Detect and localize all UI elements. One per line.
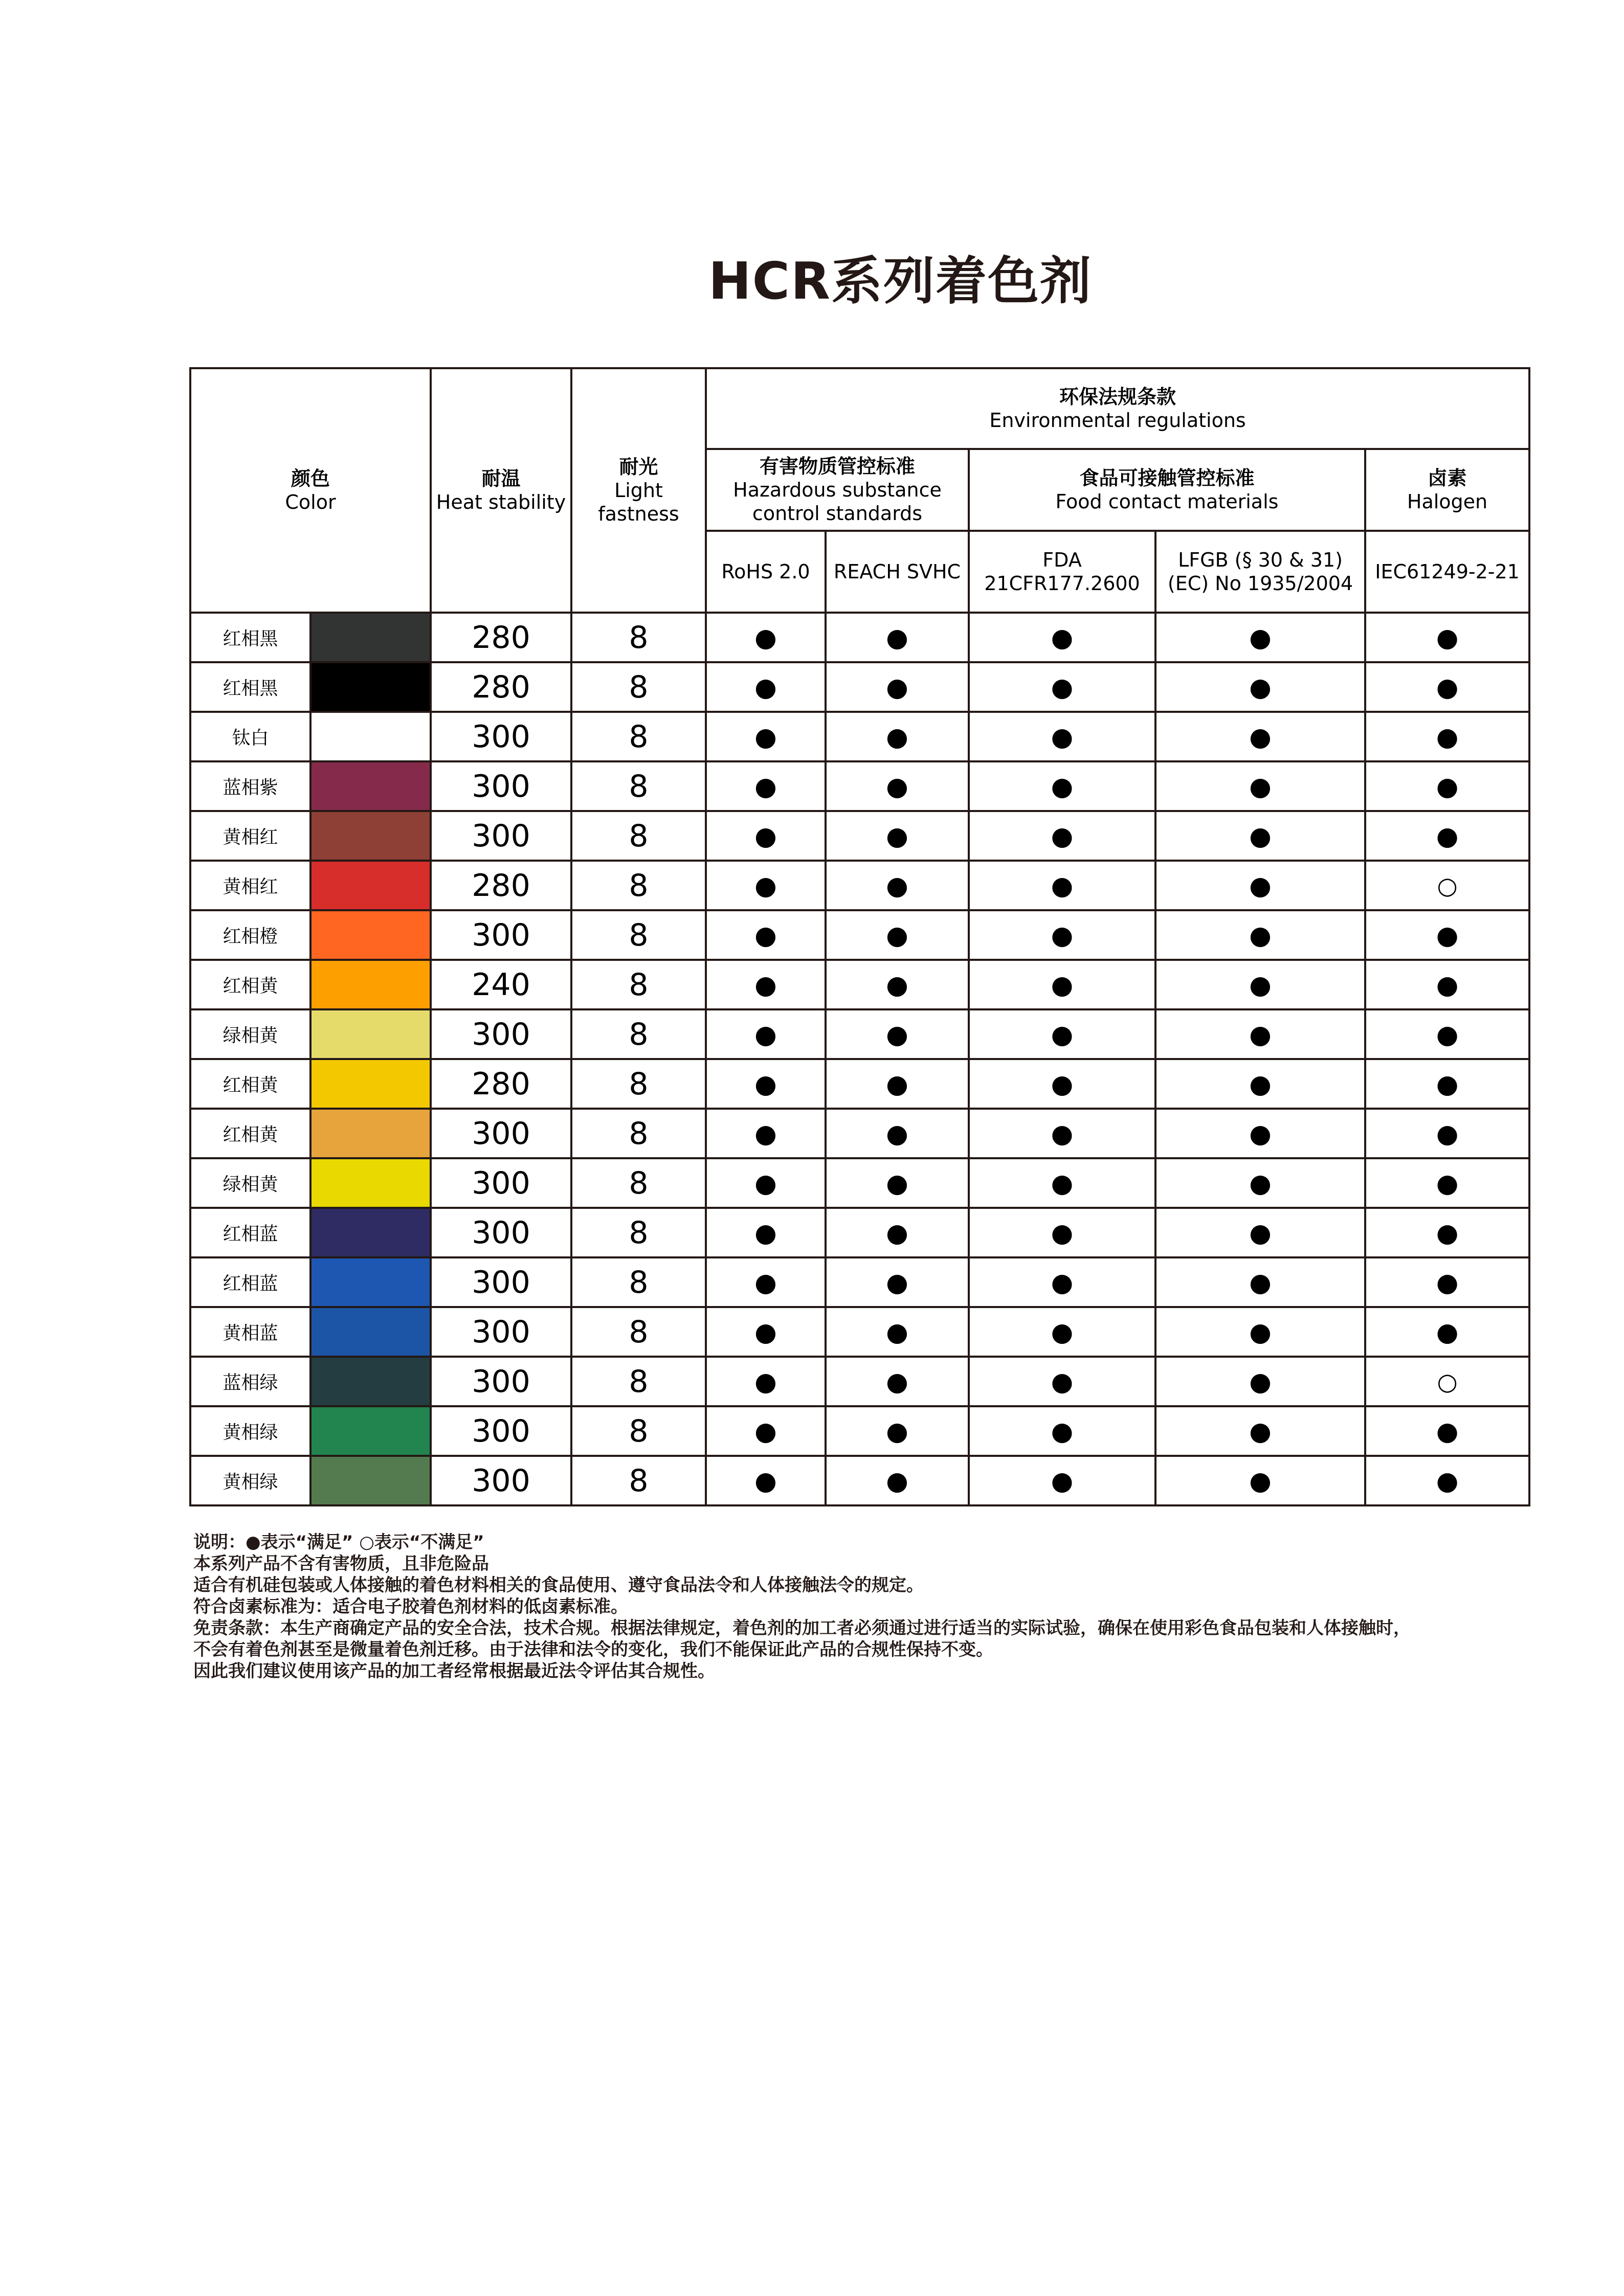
lfgb-mark: ● [1155, 811, 1365, 861]
reach-mark: ● [826, 910, 969, 960]
hazard-header-en-2: control standards [752, 502, 923, 525]
rohs-header [706, 531, 826, 613]
color-swatch [310, 1158, 431, 1208]
lfgb-mark: ● [1155, 1059, 1365, 1109]
halogen-mark: ● [1365, 1257, 1529, 1307]
halogen-mark: ● [1365, 910, 1529, 960]
rohs-mark: ● [706, 1158, 826, 1208]
heat-stability-cell: 300 [431, 1208, 571, 1257]
heat-stability-cell: 280 [431, 662, 571, 712]
fda-mark: ● [969, 1208, 1155, 1257]
heat-stability-cell: 300 [431, 1456, 571, 1505]
heat-header-zh: 耐温 [481, 467, 521, 490]
reach-header [826, 531, 969, 613]
color-swatch [310, 960, 431, 1009]
food-contact-header [969, 449, 1365, 531]
color-name-cell: 红相蓝 [190, 1208, 310, 1257]
halogen-mark: ● [1365, 1109, 1529, 1158]
iec-header [1365, 531, 1529, 613]
reach-mark: ● [826, 811, 969, 861]
lfgb-mark: ● [1155, 1009, 1365, 1059]
heat-stability-cell: 300 [431, 1158, 571, 1208]
halogen-mark: ● [1365, 1158, 1529, 1208]
color-swatch [310, 662, 431, 712]
iec-label: IEC61249-2-21 [1375, 560, 1520, 583]
heat-stability-cell: 280 [431, 613, 571, 662]
notes-section [193, 1532, 1533, 1682]
color-name-cell: 红相黄 [190, 960, 310, 1009]
reach-mark: ● [826, 662, 969, 712]
halogen-mark: ● [1365, 1009, 1529, 1059]
light-fastness-cell: 8 [571, 1357, 706, 1406]
lfgb-mark: ● [1155, 1257, 1365, 1307]
lfgb-mark: ● [1155, 1307, 1365, 1357]
fda-mark: ● [969, 1307, 1155, 1357]
reach-mark: ● [826, 960, 969, 1009]
fda-mark: ● [969, 1059, 1155, 1109]
halogen-header-zh: 卤素 [1428, 467, 1467, 489]
rohs-mark: ● [706, 1208, 826, 1257]
fda-mark: ● [969, 910, 1155, 960]
light-fastness-cell: 8 [571, 712, 706, 761]
lfgb-mark: ● [1155, 613, 1365, 662]
table-row [190, 960, 1529, 1009]
fda-mark: ● [969, 613, 1155, 662]
halogen-mark: ○ [1365, 861, 1529, 910]
fda-code-label: 21CFR177.2600 [984, 572, 1140, 595]
note-line: 因此我们建议使用该产品的加工者经常根据最近法令评估其合规性。 [193, 1661, 715, 1681]
light-fastness-cell: 8 [571, 1109, 706, 1158]
lfgb-label: LFGB (§ 30 & 31) [1178, 549, 1343, 571]
note-line: 符合卤素标准为：适合电子胶着色剂材料的低卤素标准。 [193, 1596, 628, 1617]
table-row [190, 811, 1529, 861]
lfgb-header [1155, 531, 1365, 613]
rohs-mark: ● [706, 811, 826, 861]
light-fastness-cell: 8 [571, 1158, 706, 1208]
color-swatch [310, 1257, 431, 1307]
rohs-mark: ● [706, 960, 826, 1009]
heat-stability-cell: 240 [431, 960, 571, 1009]
rohs-mark: ● [706, 761, 826, 811]
fda-label: FDA [1042, 549, 1082, 571]
light-fastness-header [571, 368, 706, 613]
light-fastness-cell: 8 [571, 1208, 706, 1257]
color-name-cell: 绿相黄 [190, 1009, 310, 1059]
halogen-mark: ● [1365, 613, 1529, 662]
color-name-cell: 黄相绿 [190, 1456, 310, 1505]
hazard-header-zh: 有害物质管控标准 [759, 455, 915, 478]
reach-mark: ● [826, 1059, 969, 1109]
reach-mark: ● [826, 1357, 969, 1406]
lfgb-mark: ● [1155, 761, 1365, 811]
light-fastness-cell: 8 [571, 662, 706, 712]
fda-mark: ● [969, 1257, 1155, 1307]
table-row [190, 1307, 1529, 1357]
color-swatch [310, 613, 431, 662]
table-row [190, 1257, 1529, 1307]
heat-stability-cell: 300 [431, 1357, 571, 1406]
fda-mark: ● [969, 1109, 1155, 1158]
halogen-mark: ● [1365, 761, 1529, 811]
color-swatch [310, 1307, 431, 1357]
env-header-zh: 环保法规条款 [1059, 386, 1176, 408]
color-name-cell: 红相黄 [190, 1059, 310, 1109]
light-fastness-cell: 8 [571, 1009, 706, 1059]
color-name-cell: 红相蓝 [190, 1257, 310, 1307]
hazard-header-en-1: Hazardous substance [733, 479, 942, 501]
rohs-mark: ● [706, 662, 826, 712]
fda-mark: ● [969, 1406, 1155, 1456]
fda-header [969, 531, 1155, 613]
table-row [190, 1357, 1529, 1406]
halogen-mark: ● [1365, 1208, 1529, 1257]
color-name-cell: 黄相红 [190, 811, 310, 861]
heat-stability-cell: 300 [431, 1009, 571, 1059]
reach-label: REACH SVHC [833, 560, 961, 583]
environmental-regulations-header [706, 368, 1529, 449]
rohs-mark: ● [706, 1357, 826, 1406]
fda-mark: ● [969, 712, 1155, 761]
table-body [190, 613, 1529, 1505]
heat-stability-cell: 300 [431, 811, 571, 861]
table-row [190, 761, 1529, 811]
color-swatch [310, 861, 431, 910]
rohs-mark: ● [706, 1257, 826, 1307]
halogen-mark: ● [1365, 1307, 1529, 1357]
heat-stability-cell: 300 [431, 1307, 571, 1357]
halogen-header-en: Halogen [1407, 490, 1488, 513]
lfgb-mark: ● [1155, 712, 1365, 761]
light-fastness-cell: 8 [571, 1307, 706, 1357]
table-row [190, 1158, 1529, 1208]
table-row [190, 1059, 1529, 1109]
light-fastness-cell: 8 [571, 910, 706, 960]
lfgb-mark: ● [1155, 960, 1365, 1009]
halogen-mark: ● [1365, 712, 1529, 761]
light-fastness-cell: 8 [571, 1456, 706, 1505]
heat-stability-cell: 300 [431, 1257, 571, 1307]
color-name-cell: 蓝相绿 [190, 1357, 310, 1406]
table-row [190, 662, 1529, 712]
fda-mark: ● [969, 861, 1155, 910]
halogen-mark: ● [1365, 662, 1529, 712]
color-header [190, 368, 431, 613]
halogen-mark: ● [1365, 1059, 1529, 1109]
color-name-cell: 黄相绿 [190, 1406, 310, 1456]
note-line: 适合有机硅包装或人体接触的着色材料相关的食品使用、遵守食品法令和人体接触法令的规定。 [193, 1575, 924, 1595]
reach-mark: ● [826, 861, 969, 910]
heat-stability-cell: 300 [431, 1109, 571, 1158]
rohs-mark: ● [706, 910, 826, 960]
light-header-zh: 耐光 [619, 456, 658, 478]
reach-mark: ● [826, 1109, 969, 1158]
color-swatch [310, 811, 431, 861]
color-name-cell: 红相黑 [190, 662, 310, 712]
lfgb-mark: ● [1155, 662, 1365, 712]
lfgb-mark: ● [1155, 1357, 1365, 1406]
lfgb-mark: ● [1155, 861, 1365, 910]
color-swatch [310, 1406, 431, 1456]
reach-mark: ● [826, 613, 969, 662]
fda-mark: ● [969, 960, 1155, 1009]
light-fastness-cell: 8 [571, 861, 706, 910]
color-name-cell: 蓝相紫 [190, 761, 310, 811]
reach-mark: ● [826, 1158, 969, 1208]
reach-mark: ● [826, 1307, 969, 1357]
color-swatch [310, 910, 431, 960]
lfgb-mark: ● [1155, 1456, 1365, 1505]
heat-stability-cell: 300 [431, 1406, 571, 1456]
table-row [190, 861, 1529, 910]
table-row [190, 1009, 1529, 1059]
color-name-cell: 黄相红 [190, 861, 310, 910]
color-name-cell: 红相黑 [190, 613, 310, 662]
note-line: 本系列产品不含有害物质，且非危险品 [193, 1554, 489, 1574]
halogen-mark: ● [1365, 811, 1529, 861]
reach-mark: ● [826, 761, 969, 811]
light-fastness-cell: 8 [571, 960, 706, 1009]
rohs-mark: ● [706, 1009, 826, 1059]
heat-stability-cell: 300 [431, 761, 571, 811]
reach-mark: ● [826, 1257, 969, 1307]
reach-mark: ● [826, 1009, 969, 1059]
halogen-mark: ● [1365, 1406, 1529, 1456]
color-swatch [310, 1109, 431, 1158]
color-swatch [310, 712, 431, 761]
rohs-mark: ● [706, 861, 826, 910]
lfgb-mark: ● [1155, 1109, 1365, 1158]
colorant-spec-table [189, 367, 1530, 1506]
page-title: HCR系列着色剂 [708, 251, 1093, 311]
lfgb-mark: ● [1155, 910, 1365, 960]
note-line: 不会有着色剂甚至是微量着色剂迁移。由于法律和法令的变化，我们不能保证此产品的合规性保持不变。 [193, 1639, 993, 1660]
lfgb-mark: ● [1155, 1208, 1365, 1257]
env-header-en: Environmental regulations [989, 409, 1246, 432]
lfgb-code-label: (EC) No 1935/2004 [1167, 572, 1353, 595]
halogen-mark: ● [1365, 960, 1529, 1009]
rohs-mark: ● [706, 613, 826, 662]
halogen-header [1365, 449, 1529, 531]
heat-header-en: Heat stability [436, 491, 566, 513]
table-row [190, 712, 1529, 761]
heat-stability-header [431, 368, 571, 613]
reach-mark: ● [826, 712, 969, 761]
table-row [190, 1109, 1529, 1158]
table-row [190, 613, 1529, 662]
fda-mark: ● [969, 1357, 1155, 1406]
rohs-mark: ● [706, 1406, 826, 1456]
rohs-mark: ● [706, 1307, 826, 1357]
heat-stability-cell: 300 [431, 910, 571, 960]
color-swatch [310, 1456, 431, 1505]
food-header-zh: 食品可接触管控标准 [1079, 467, 1255, 489]
color-name-cell: 绿相黄 [190, 1158, 310, 1208]
heat-stability-cell: 300 [431, 712, 571, 761]
table-row [190, 910, 1529, 960]
light-fastness-cell: 8 [571, 613, 706, 662]
light-fastness-cell: 8 [571, 1406, 706, 1456]
color-header-en: Color [285, 491, 336, 513]
color-swatch [310, 1357, 431, 1406]
rohs-mark: ● [706, 712, 826, 761]
fda-mark: ● [969, 1456, 1155, 1505]
lfgb-mark: ● [1155, 1406, 1365, 1456]
halogen-mark: ● [1365, 1456, 1529, 1505]
halogen-mark: ○ [1365, 1357, 1529, 1406]
fda-mark: ● [969, 811, 1155, 861]
color-name-cell: 红相黄 [190, 1109, 310, 1158]
table-row [190, 1208, 1529, 1257]
color-swatch [310, 1009, 431, 1059]
color-swatch [310, 1059, 431, 1109]
hazardous-substance-header [706, 449, 969, 531]
color-name-cell: 黄相蓝 [190, 1307, 310, 1357]
light-fastness-cell: 8 [571, 1059, 706, 1109]
fda-mark: ● [969, 761, 1155, 811]
light-header-en: Light fastness [598, 479, 679, 525]
note-line: 免责条款：本生产商确定产品的安全合法，技术合规。根据法律规定，着色剂的加工者必须通过进行适当的实际试验，确保在使用彩色食品包装和人体接触时， [193, 1618, 1411, 1638]
food-header-en: Food contact materials [1055, 490, 1279, 513]
light-fastness-cell: 8 [571, 1257, 706, 1307]
rohs-mark: ● [706, 1059, 826, 1109]
fda-mark: ● [969, 1158, 1155, 1208]
reach-mark: ● [826, 1406, 969, 1456]
rohs-mark: ● [706, 1109, 826, 1158]
color-name-cell: 钛白 [190, 712, 310, 761]
light-fastness-cell: 8 [571, 811, 706, 861]
light-fastness-cell: 8 [571, 761, 706, 811]
reach-mark: ● [826, 1208, 969, 1257]
color-header-zh: 颜色 [291, 467, 330, 490]
note-line: 说明：●表示“满足” ○表示“不满足” [193, 1532, 484, 1552]
rohs-mark: ● [706, 1456, 826, 1505]
table-row [190, 1406, 1529, 1456]
reach-mark: ● [826, 1456, 969, 1505]
fda-mark: ● [969, 1009, 1155, 1059]
color-name-cell: 红相橙 [190, 910, 310, 960]
heat-stability-cell: 280 [431, 861, 571, 910]
color-swatch [310, 761, 431, 811]
color-swatch [310, 1208, 431, 1257]
table-row [190, 1456, 1529, 1505]
heat-stability-cell: 280 [431, 1059, 571, 1109]
lfgb-mark: ● [1155, 1158, 1365, 1208]
fda-mark: ● [969, 662, 1155, 712]
rohs-label: RoHS 2.0 [721, 560, 810, 583]
